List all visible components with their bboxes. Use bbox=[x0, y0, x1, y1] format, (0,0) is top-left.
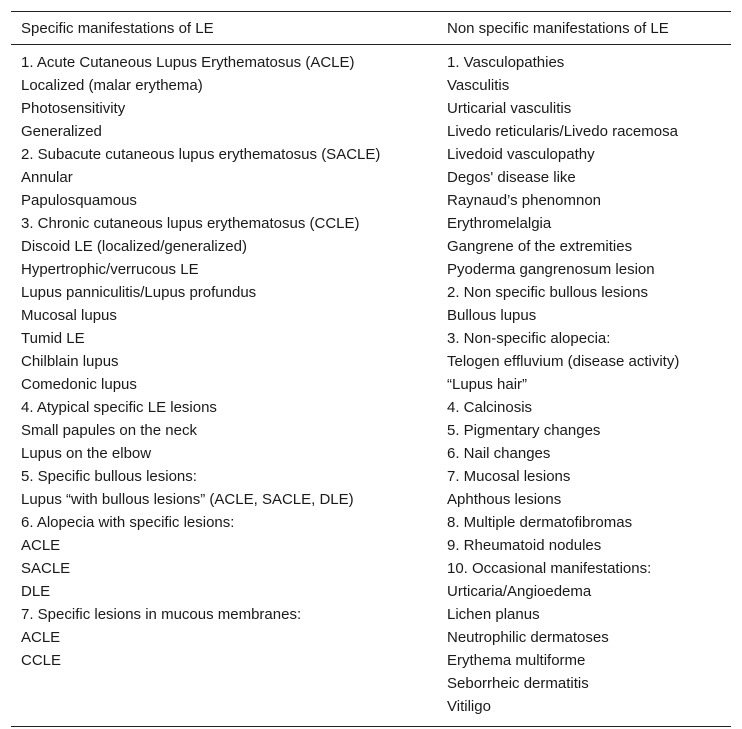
table-header bbox=[11, 12, 731, 45]
nonspecific-manifestation-item: Urticaria/Angioedema bbox=[447, 583, 592, 600]
header-row bbox=[11, 12, 731, 45]
specific-cell bbox=[11, 45, 437, 727]
specific-manifestation-item: Generalized bbox=[21, 123, 102, 140]
nonspecific-cell bbox=[437, 45, 731, 727]
specific-manifestation-item: Lupus on the elbow bbox=[21, 445, 152, 462]
nonspecific-manifestation-item: 4. Calcinosis bbox=[447, 399, 533, 416]
nonspecific-manifestation-item: 10. Occasional manifestations: bbox=[447, 560, 652, 577]
manifestations-table bbox=[11, 11, 731, 727]
nonspecific-manifestation-item: Neutrophilic dermatoses bbox=[447, 629, 609, 646]
specific-manifestation-item: Lupus panniculitis/Lupus profundus bbox=[21, 284, 257, 301]
nonspecific-manifestation-item: Raynaud’s phenomnon bbox=[447, 192, 602, 209]
specific-manifestation-item: 5. Specific bullous lesions: bbox=[21, 468, 197, 485]
nonspecific-manifestation-item: “Lupus hair” bbox=[447, 376, 528, 393]
nonspecific-manifestation-item: Seborrheic dermatitis bbox=[447, 675, 589, 692]
table-row bbox=[11, 45, 731, 727]
nonspecific-manifestation-item: Urticarial vasculitis bbox=[447, 100, 572, 117]
specific-manifestation-item: DLE bbox=[21, 583, 51, 600]
specific-manifestation-item: Lupus “with bullous lesions” (ACLE, SACLE, DLE) bbox=[21, 491, 354, 508]
nonspecific-manifestation-item: 3. Non-specific alopecia: bbox=[447, 330, 611, 347]
specific-manifestation-item: 3. Chronic cutaneous lupus erythematosus (CCLE) bbox=[21, 215, 360, 232]
nonspecific-manifestation-item: Telogen effluvium (disease activity) bbox=[447, 353, 680, 370]
nonspecific-manifestation-item: Lichen planus bbox=[447, 606, 540, 623]
nonspecific-manifestation-item: Degos' disease like bbox=[447, 169, 576, 186]
nonspecific-manifestation-item: Aphthous lesions bbox=[447, 491, 562, 508]
nonspecific-manifestation-item: 9. Rheumatoid nodules bbox=[447, 537, 602, 554]
specific-manifestation-item: 4. Atypical specific LE lesions bbox=[21, 399, 217, 416]
nonspecific-manifestation-item: Pyoderma gangrenosum lesion bbox=[447, 261, 655, 278]
specific-manifestation-item: ACLE bbox=[21, 629, 61, 646]
header-nonspecific: Non specific manifestations of LE bbox=[437, 12, 731, 45]
specific-manifestation-item: SACLE bbox=[21, 560, 71, 577]
specific-manifestation-item: Hypertrophic/verrucous LE bbox=[21, 261, 199, 278]
nonspecific-manifestation-item: Vasculitis bbox=[447, 77, 510, 94]
specific-manifestation-item: CCLE bbox=[21, 652, 62, 669]
manifestations-table-container bbox=[11, 11, 731, 727]
specific-manifestation-item: Annular bbox=[21, 169, 73, 186]
nonspecific-manifestation-item: Gangrene of the extremities bbox=[447, 238, 633, 255]
specific-manifestation-item: 6. Alopecia with specific lesions: bbox=[21, 514, 235, 531]
specific-manifestation-item: Papulosquamous bbox=[21, 192, 137, 209]
nonspecific-manifestation-item: 2. Non specific bullous lesions bbox=[447, 284, 648, 301]
nonspecific-manifestation-item: Livedo reticularis/Livedo racemosa bbox=[447, 123, 678, 140]
nonspecific-manifestation-item: Livedoid vasculopathy bbox=[447, 146, 595, 163]
specific-manifestation-item: Localized (malar erythema) bbox=[21, 77, 203, 94]
nonspecific-manifestation-item: 6. Nail changes bbox=[447, 445, 551, 462]
specific-manifestation-item: Chilblain lupus bbox=[21, 353, 119, 370]
specific-manifestation-item: Small papules on the neck bbox=[21, 422, 197, 439]
nonspecific-manifestation-item: Erythromelalgia bbox=[447, 215, 552, 232]
nonspecific-manifestation-item: 5. Pigmentary changes bbox=[447, 422, 601, 439]
nonspecific-manifestation-item: Bullous lupus bbox=[447, 307, 537, 324]
table-body bbox=[11, 45, 731, 727]
specific-manifestation-item: 7. Specific lesions in mucous membranes: bbox=[21, 606, 302, 623]
nonspecific-manifestation-item: 8. Multiple dermatofibromas bbox=[447, 514, 633, 531]
specific-manifestation-item: Discoid LE (localized/generalized) bbox=[21, 238, 247, 255]
nonspecific-manifestation-item: 7. Mucosal lesions bbox=[447, 468, 571, 485]
specific-manifestation-item: 2. Subacute cutaneous lupus erythematosus (SACLE) bbox=[21, 146, 381, 163]
specific-manifestation-item: Photosensitivity bbox=[21, 100, 126, 117]
specific-manifestation-item: Mucosal lupus bbox=[21, 307, 117, 324]
specific-manifestation-item: Tumid LE bbox=[21, 330, 85, 347]
nonspecific-manifestation-item: 1. Vasculopathies bbox=[447, 54, 565, 71]
header-specific: Specific manifestations of LE bbox=[11, 12, 437, 45]
specific-manifestation-item: ACLE bbox=[21, 537, 61, 554]
specific-manifestation-item: Comedonic lupus bbox=[21, 376, 137, 393]
specific-manifestation-item: 1. Acute Cutaneous Lupus Erythematosus (ACLE) bbox=[21, 54, 355, 71]
nonspecific-manifestation-item: Vitiligo bbox=[447, 698, 491, 715]
nonspecific-manifestation-item: Erythema multiforme bbox=[447, 652, 586, 669]
